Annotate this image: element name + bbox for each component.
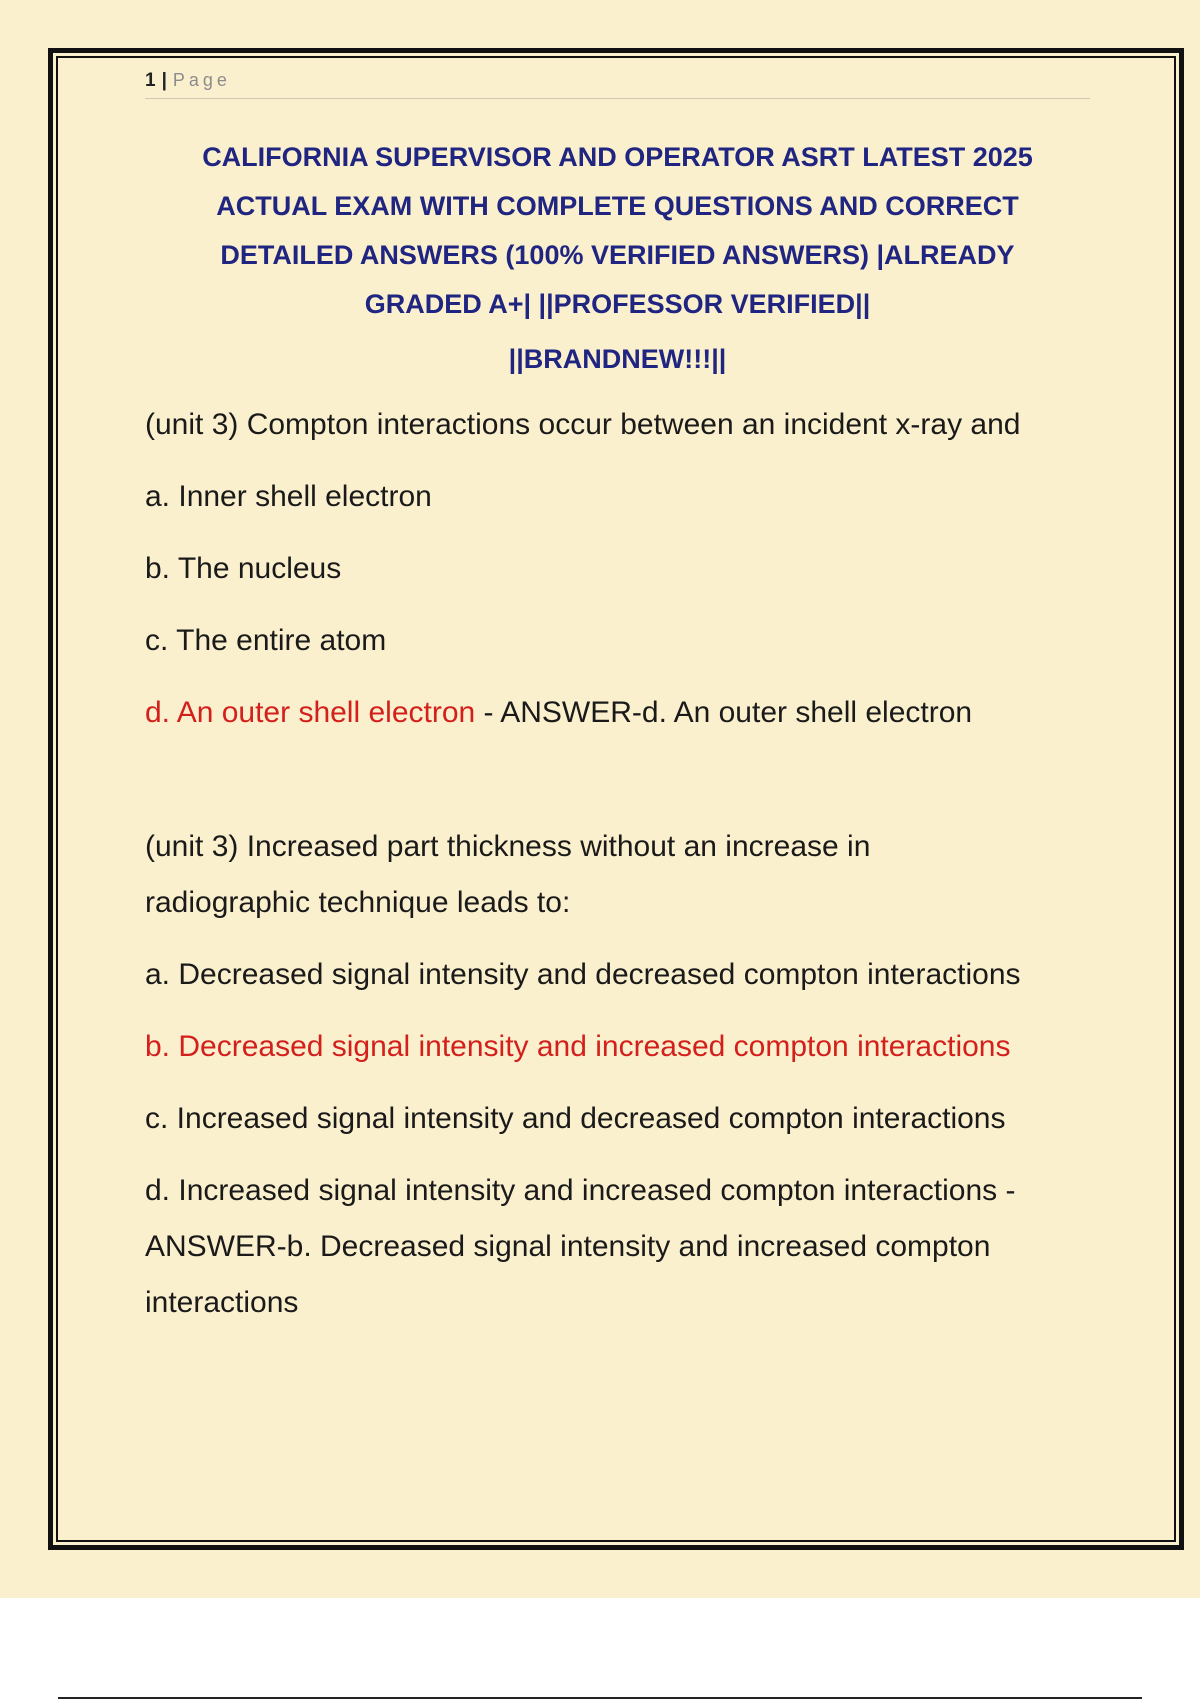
option-a: a. Inner shell electron [145,480,432,513]
option-d-with-answer: d. Increased signal intensity and increased compton interactions - [145,1174,1016,1207]
question-1 [145,397,1090,741]
question-prompt-line: radiographic technique leads to: [145,886,571,919]
option-d-with-answer [145,685,1090,741]
option-c: c. The entire atom [145,624,387,657]
answer-text: - ANSWER-d. An outer shell electron [475,696,973,729]
question-prompt: (unit 3) Compton interactions occur between an incident x-ray and [145,408,1021,441]
option-c: c. Increased signal intensity and decreased compton interactions [145,1102,1006,1135]
correct-option: d. An outer shell electron [145,696,476,729]
title-line: ACTUAL EXAM WITH COMPLETE QUESTIONS AND CORRECT [216,191,1019,221]
page-label: Page [172,70,231,90]
answer-line: ANSWER-b. Decreased signal intensity and increased compton [145,1230,991,1263]
page-number: 1 [145,70,156,91]
page-header [145,70,1090,99]
option-b: b. The nucleus [145,552,342,585]
question-prompt-line: (unit 3) Increased part thickness without an increase in [145,830,871,863]
title-line: DETAILED ANSWERS (100% VERIFIED ANSWERS) |ALREADY [220,240,1015,270]
next-page-rule [58,1697,1142,1699]
title-line: CALIFORNIA SUPERVISOR AND OPERATOR ASRT LATEST 2025 [202,142,1033,172]
title-line: GRADED A+| ||PROFESSOR VERIFIED|| [364,289,871,319]
document-subtitle: ||BRANDNEW!!!|| [508,344,727,374]
document-title [145,133,1090,329]
header-separator: | [161,70,167,91]
document-content [145,70,1090,1331]
answer-line: interactions [145,1286,299,1319]
option-a: a. Decreased signal intensity and decreased compton interactions [145,958,1021,991]
question-2 [145,819,1090,1331]
correct-option: b. Decreased signal intensity and increased compton interactions [145,1030,1011,1063]
